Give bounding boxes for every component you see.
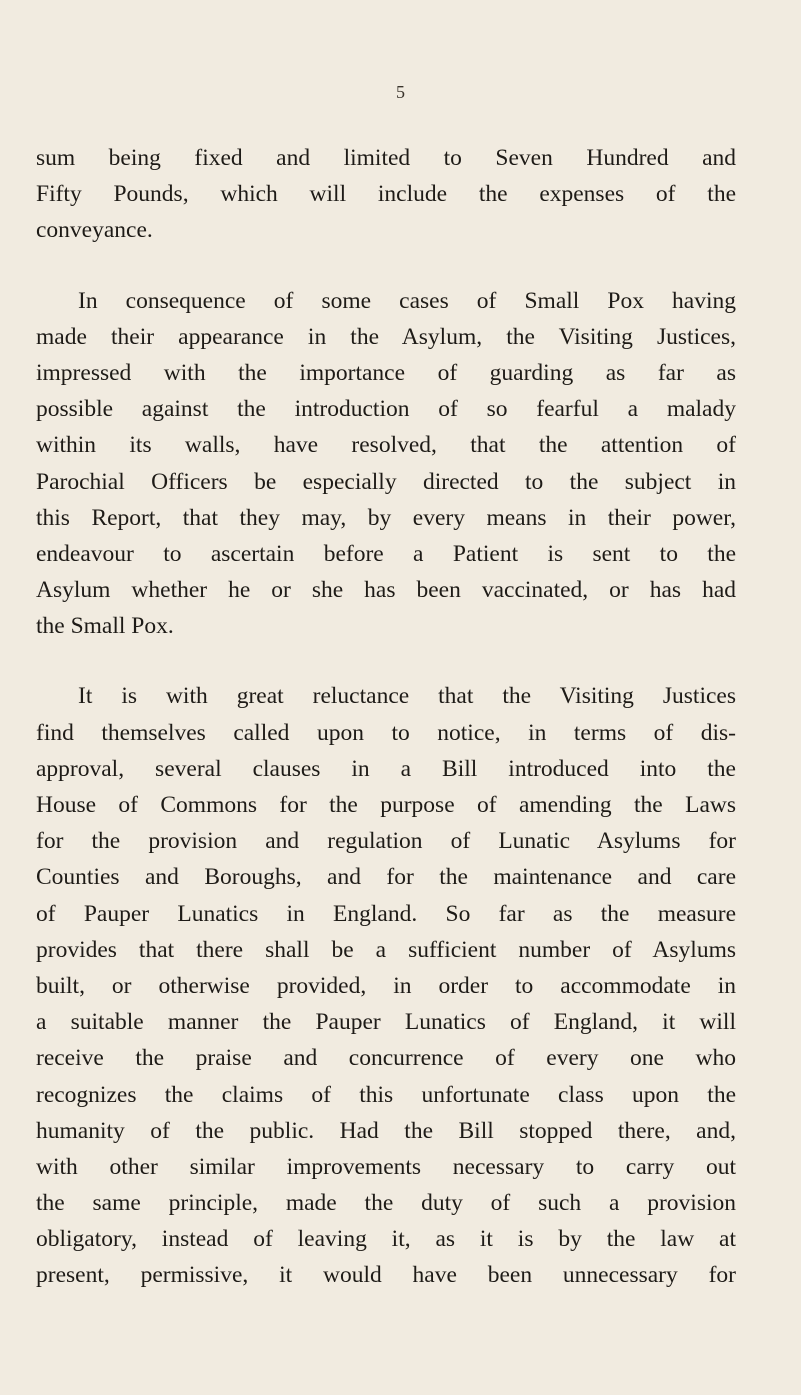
text-line: impressed with the importance of guarding as far as — [36, 359, 736, 386]
text-line: Fifty Pounds, which will include the expenses of the — [36, 181, 736, 208]
text-line: It is with great reluctance that the Visiting Justices — [78, 683, 736, 710]
text-line: conveyance. — [36, 217, 153, 244]
text-line: humanity of the public. Had the Bill stopped there, and, — [36, 1117, 736, 1144]
text-line: Parochial Officers be especially directed to the subject in — [36, 468, 736, 495]
text-line: obligatory, instead of leaving it, as it is by the law at — [36, 1226, 736, 1253]
text-line: approval, several clauses in a Bill introduced into the — [36, 755, 736, 782]
text-line: receive the praise and concurrence of every one who — [36, 1045, 736, 1072]
text-line: Asylum whether he or she has been vaccinated, or has had — [36, 577, 736, 604]
text-line: made their appearance in the Asylum, the Visiting Justices, — [36, 323, 736, 350]
text-line: a suitable manner the Pauper Lunatics of England, it will — [36, 1009, 736, 1036]
paragraph — [36, 140, 736, 249]
text-line: possible against the introduction of so fearful a malady — [36, 396, 736, 423]
text-line: within its walls, have resolved, that the attention of — [36, 432, 736, 459]
text-line: sum being fixed and limited to Seven Hundred and — [36, 145, 736, 171]
text-line: built, or otherwise provided, in order to accommodate in — [36, 972, 736, 999]
page-number: 5 — [396, 82, 405, 102]
text-line: In consequence of some cases of Small Pox having — [78, 287, 736, 314]
text-line: the Small Pox. — [36, 613, 174, 640]
text-line: recognizes the claims of this unfortunate class upon the — [36, 1081, 736, 1108]
text-line: House of Commons for the purpose of amending the Laws — [36, 792, 736, 818]
text-line: this Report, that they may, by every means in their power, — [36, 504, 736, 531]
text-line: for the provision and regulation of Lunatic Asylums for — [36, 828, 736, 855]
body-text — [36, 140, 736, 1294]
text-line: the same principle, made the duty of such a provision — [36, 1190, 736, 1217]
text-line: provides that there shall be a sufficient number of Asylums — [36, 936, 736, 963]
text-line: Counties and Boroughs, and for the maintenance and care — [36, 864, 736, 891]
text-line: of Pauper Lunatics in England. So far as the measure — [36, 900, 736, 927]
text-line: with other similar improvements necessary to carry out — [36, 1153, 736, 1180]
text-line: endeavour to ascertain before a Patient is sent to the — [36, 540, 736, 567]
paragraph — [36, 283, 736, 645]
paragraph — [36, 678, 736, 1293]
text-line: find themselves called upon to notice, in terms of dis- — [36, 719, 736, 746]
text-line: present, permissive, it would have been unnecessary for — [36, 1262, 736, 1289]
